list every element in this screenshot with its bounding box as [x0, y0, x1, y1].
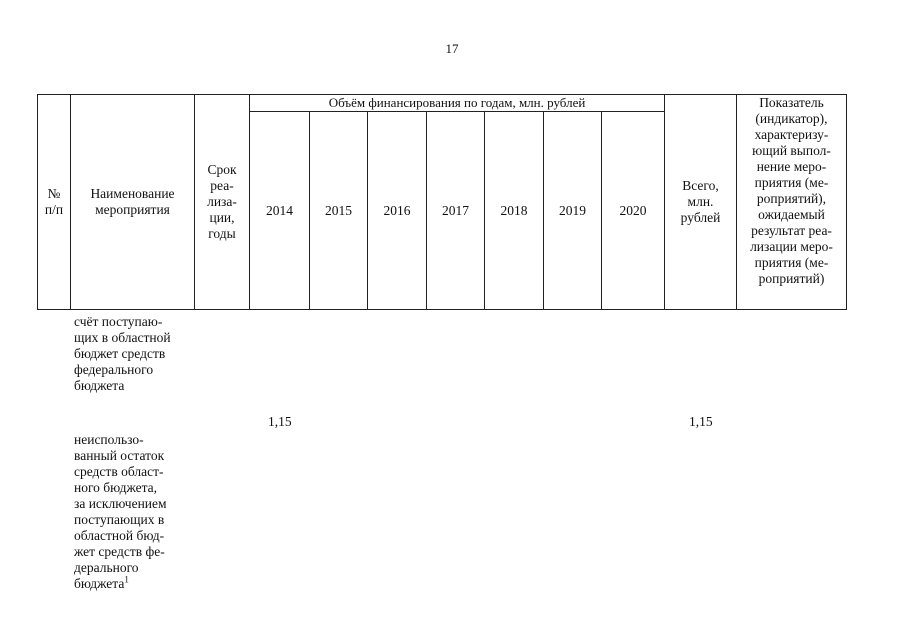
value-2014: 1,15: [268, 414, 292, 429]
col-header-name: Наименование мероприятия: [71, 95, 195, 310]
col-header-indicator: Показатель (индикатор), характеризу- ющий выпол- нение меро- приятия (ме- роприятий), ожидаемый результат реа- лизации меро- приятия (ме- роприятий): [737, 95, 847, 310]
row-name-text: неиспользо- ванный остаток средств област- ного бюджета, за исключением поступающих в областной бюд- жет средств фе- дерального бюджета: [74, 432, 167, 591]
col-header-total: Всего, млн. рублей: [665, 95, 737, 310]
col-header-year: 2016: [368, 112, 427, 310]
col-header-year: 2018: [485, 112, 544, 310]
row-name: [74, 432, 167, 592]
col-header-year: 2020: [602, 112, 665, 310]
funding-table-header: [37, 94, 847, 310]
col-header-year: 2014: [250, 112, 310, 310]
col-header-year: 2015: [310, 112, 368, 310]
col-header-year: 2017: [427, 112, 485, 310]
page-number: 17: [445, 41, 459, 56]
col-header-funding-group: Объём финансирования по годам, млн. рублей: [250, 95, 665, 112]
col-header-year: 2019: [544, 112, 602, 310]
footnote-marker: 1: [124, 574, 129, 585]
col-header-term: Срок реа- лиза- ции, годы: [195, 95, 250, 310]
col-header-number: № п/п: [38, 95, 71, 310]
value-total: 1,15: [689, 414, 713, 429]
row-name: счёт поступаю- щих в областной бюджет средств федерального бюджета: [74, 314, 171, 393]
